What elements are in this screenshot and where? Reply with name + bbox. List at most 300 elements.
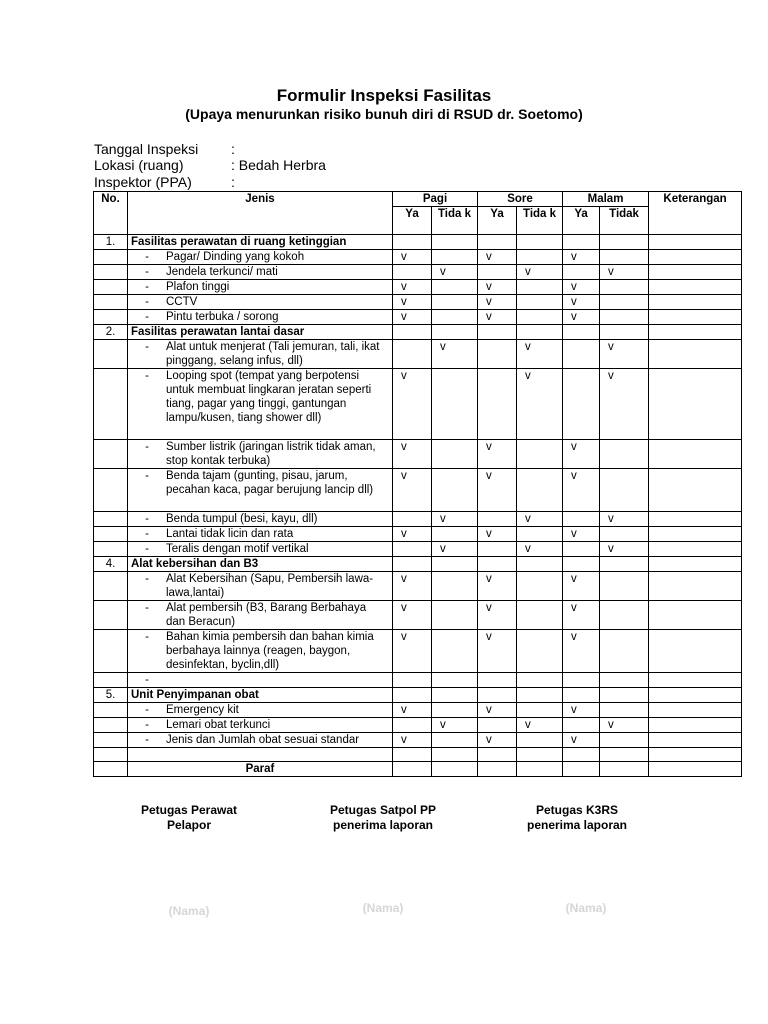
no-cell [94, 572, 128, 601]
item-dash: - [145, 674, 149, 686]
check-mark [478, 718, 517, 733]
check-mark [517, 440, 563, 469]
item-cell [128, 601, 393, 630]
check-mark: v [478, 280, 517, 295]
info-row-inspektor [94, 174, 235, 190]
empty-cell [649, 235, 742, 250]
keterangan-cell [649, 542, 742, 557]
check-mark: v [563, 601, 600, 630]
table-row [94, 440, 742, 469]
empty-cell [128, 748, 393, 762]
item-cell [128, 295, 393, 310]
check-mark: v [478, 733, 517, 748]
paraf-cell [649, 762, 742, 777]
item-cell [128, 280, 393, 295]
table-row [94, 369, 742, 440]
info-label: Tanggal Inspeksi [94, 141, 199, 157]
paraf-cell [478, 762, 517, 777]
check-mark [563, 673, 600, 688]
check-mark: v [563, 310, 600, 325]
section-number: 4. [94, 557, 128, 572]
check-mark [517, 527, 563, 542]
item-dash: - [145, 281, 149, 293]
check-mark: v [478, 527, 517, 542]
item-dash: - [145, 734, 149, 746]
empty-cell [563, 557, 600, 572]
header-tidak: Tida k [432, 207, 478, 235]
check-mark [432, 572, 478, 601]
item-label: Lantai tidak licin dan rata [166, 528, 294, 540]
check-mark: v [478, 440, 517, 469]
table-row [94, 295, 742, 310]
no-cell [94, 295, 128, 310]
empty-cell [432, 688, 478, 703]
check-mark: v [600, 369, 649, 440]
check-mark: v [563, 733, 600, 748]
empty-cell [393, 688, 432, 703]
no-cell [94, 733, 128, 748]
check-mark [432, 250, 478, 265]
item-label: Jendela terkunci/ mati [166, 266, 278, 278]
empty-cell [517, 557, 563, 572]
check-mark: v [478, 601, 517, 630]
check-mark: v [517, 369, 563, 440]
item-dash: - [145, 543, 149, 555]
check-mark: v [563, 250, 600, 265]
table-row [94, 527, 742, 542]
signature-name-k3rs: (Nama) [565, 901, 607, 915]
check-mark [393, 265, 432, 280]
empty-cell [563, 748, 600, 762]
item-dash: - [145, 266, 149, 278]
empty-cell [563, 688, 600, 703]
check-mark [432, 469, 478, 512]
item-cell [128, 673, 393, 688]
header-jenis: Jenis [128, 192, 393, 235]
info-row-lokasi [94, 157, 326, 173]
table-row [94, 250, 742, 265]
check-mark [563, 718, 600, 733]
check-mark: v [563, 630, 600, 673]
keterangan-cell [649, 295, 742, 310]
check-mark [432, 703, 478, 718]
item-label: CCTV [166, 296, 198, 308]
keterangan-cell [649, 601, 742, 630]
table-row [94, 310, 742, 325]
empty-cell [517, 325, 563, 340]
check-mark [517, 572, 563, 601]
table-body [94, 235, 742, 777]
keterangan-cell [649, 340, 742, 369]
item-cell [128, 440, 393, 469]
check-mark [600, 733, 649, 748]
empty-cell [563, 325, 600, 340]
table-row [94, 601, 742, 630]
item-cell [128, 265, 393, 280]
empty-cell [432, 557, 478, 572]
item-label: Teralis dengan motif vertikal [166, 543, 309, 555]
no-cell [94, 280, 128, 295]
check-mark: v [393, 469, 432, 512]
header-ya: Ya [563, 207, 600, 235]
empty-cell [478, 748, 517, 762]
keterangan-cell [649, 280, 742, 295]
check-mark [478, 673, 517, 688]
check-mark: v [478, 295, 517, 310]
check-mark [478, 512, 517, 527]
table-row [94, 718, 742, 733]
no-cell [94, 512, 128, 527]
table-row [94, 265, 742, 280]
table-row [94, 469, 742, 512]
paraf-cell [563, 762, 600, 777]
check-mark: v [393, 310, 432, 325]
check-mark: v [563, 572, 600, 601]
table-row [94, 512, 742, 527]
check-mark [393, 512, 432, 527]
check-mark [517, 601, 563, 630]
check-mark: v [563, 527, 600, 542]
item-label: Alat untuk menjerat (Tali jemuran, tali, ikat pinggang, selang infus, dll) [166, 341, 380, 367]
header-keterangan: Keterangan [649, 192, 742, 235]
check-mark [517, 673, 563, 688]
check-mark: v [600, 265, 649, 280]
no-cell [94, 630, 128, 673]
check-mark [432, 673, 478, 688]
check-mark: v [393, 295, 432, 310]
item-dash: - [145, 513, 149, 525]
empty-cell [600, 688, 649, 703]
check-mark [600, 527, 649, 542]
keterangan-cell [649, 630, 742, 673]
info-label: Inspektor (PPA) [94, 174, 192, 190]
header-malam: Malam [563, 192, 649, 207]
check-mark: v [600, 512, 649, 527]
check-mark: v [393, 280, 432, 295]
check-mark [432, 733, 478, 748]
check-mark: v [478, 250, 517, 265]
check-mark: v [432, 265, 478, 280]
table-row [94, 280, 742, 295]
check-mark [432, 310, 478, 325]
keterangan-cell [649, 310, 742, 325]
table-row [94, 572, 742, 601]
item-label [166, 673, 392, 687]
header-pagi: Pagi [393, 192, 478, 207]
item-dash: - [145, 370, 149, 382]
info-value: : [231, 174, 235, 190]
section-title: Alat kebersihan dan B3 [128, 557, 393, 572]
signature-block-perawat [114, 803, 264, 833]
item-cell [128, 340, 393, 369]
check-mark [393, 673, 432, 688]
check-mark: v [563, 280, 600, 295]
item-dash: - [145, 296, 149, 308]
empty-cell [649, 688, 742, 703]
check-mark [393, 340, 432, 369]
check-mark [600, 295, 649, 310]
check-mark: v [478, 630, 517, 673]
check-mark [563, 542, 600, 557]
empty-cell [393, 235, 432, 250]
item-label: Alat pembersih (B3, Barang Berbahaya dan Beracun) [166, 602, 367, 628]
section-number: 5. [94, 688, 128, 703]
no-cell [94, 718, 128, 733]
check-mark [563, 369, 600, 440]
check-mark: v [393, 703, 432, 718]
item-label: Jenis dan Jumlah obat sesuai standar [166, 734, 360, 746]
item-dash: - [145, 602, 149, 614]
empty-cell [649, 557, 742, 572]
no-cell [94, 265, 128, 280]
item-label: Lemari obat terkunci [166, 719, 271, 731]
check-mark [517, 630, 563, 673]
item-cell [128, 542, 393, 557]
check-mark [563, 512, 600, 527]
header-tidak: Tidak [600, 207, 649, 235]
item-dash: - [145, 719, 149, 731]
check-mark [517, 280, 563, 295]
signature-role-detail: penerima laporan [526, 818, 628, 832]
check-mark: v [432, 718, 478, 733]
item-cell [128, 572, 393, 601]
empty-cell [600, 235, 649, 250]
empty-cell [432, 235, 478, 250]
table-row [94, 733, 742, 748]
item-cell [128, 369, 393, 440]
inspection-table [93, 191, 742, 777]
check-mark [600, 250, 649, 265]
no-cell [94, 340, 128, 369]
info-row-tanggal [94, 141, 235, 157]
info-value: : [231, 141, 235, 157]
item-cell [128, 703, 393, 718]
empty-cell [393, 748, 432, 762]
check-mark [517, 295, 563, 310]
header-ya: Ya [478, 207, 517, 235]
check-mark: v [432, 340, 478, 369]
item-cell [128, 512, 393, 527]
section-row [94, 235, 742, 250]
item-dash: - [145, 704, 149, 716]
form-title: Formulir Inspeksi Fasilitas [276, 86, 492, 105]
keterangan-cell [649, 733, 742, 748]
empty-cell [517, 688, 563, 703]
signature-block-satpol [308, 803, 458, 833]
check-mark [563, 340, 600, 369]
signature-role-detail: Pelapor [166, 818, 211, 832]
check-mark [432, 295, 478, 310]
check-mark [600, 310, 649, 325]
check-mark: v [432, 542, 478, 557]
no-cell [94, 369, 128, 440]
check-mark: v [393, 630, 432, 673]
check-mark: v [393, 601, 432, 630]
header-sore: Sore [478, 192, 563, 207]
header-ya: Ya [393, 207, 432, 235]
keterangan-cell [649, 703, 742, 718]
item-dash: - [145, 470, 149, 482]
item-cell [128, 527, 393, 542]
check-mark [432, 630, 478, 673]
no-cell [94, 469, 128, 512]
check-mark [517, 469, 563, 512]
no-cell [94, 250, 128, 265]
item-dash: - [145, 631, 149, 643]
signature-name-perawat: (Nama) [168, 904, 210, 918]
blank-row [94, 748, 742, 762]
check-mark: v [478, 469, 517, 512]
check-mark: v [478, 310, 517, 325]
info-label: Lokasi (ruang) [94, 157, 184, 173]
check-mark [432, 369, 478, 440]
paraf-cell [432, 762, 478, 777]
no-cell [94, 601, 128, 630]
check-mark: v [393, 572, 432, 601]
no-cell [94, 542, 128, 557]
check-mark [393, 718, 432, 733]
check-mark [478, 542, 517, 557]
keterangan-cell [649, 265, 742, 280]
check-mark [478, 340, 517, 369]
empty-cell [478, 557, 517, 572]
item-dash: - [145, 311, 149, 323]
check-mark: v [393, 369, 432, 440]
check-mark [432, 280, 478, 295]
signature-block-k3rs [502, 803, 652, 833]
check-mark [478, 265, 517, 280]
table-row [94, 340, 742, 369]
item-label: Bahan kimia pembersih dan bahan kimia berbahaya lainnya (reagen, baygon, desinfektan, byclin,dll) [166, 631, 374, 671]
check-mark: v [393, 250, 432, 265]
item-label: Alat Kebersihan (Sapu, Pembersih lawa-lawa,lantai) [166, 573, 374, 599]
keterangan-cell [649, 369, 742, 440]
check-mark [600, 630, 649, 673]
check-mark [600, 440, 649, 469]
section-row [94, 557, 742, 572]
empty-cell [478, 325, 517, 340]
check-mark: v [517, 542, 563, 557]
form-subtitle: (Upaya menurunkan risiko bunuh diri di RSUD dr. Soetomo) [185, 106, 583, 122]
empty-cell [649, 325, 742, 340]
empty-cell [517, 235, 563, 250]
item-label: Sumber listrik (jaringan listrik tidak aman, stop kontak terbuka) [166, 441, 376, 467]
item-cell [128, 718, 393, 733]
check-mark: v [393, 733, 432, 748]
section-title: Unit Penyimpanan obat [128, 688, 393, 703]
keterangan-cell [649, 527, 742, 542]
keterangan-cell [649, 512, 742, 527]
check-mark [517, 310, 563, 325]
section-row [94, 325, 742, 340]
empty-cell [432, 325, 478, 340]
no-cell [94, 703, 128, 718]
paraf-cell [393, 762, 432, 777]
check-mark [393, 542, 432, 557]
empty-cell [393, 325, 432, 340]
item-dash: - [145, 251, 149, 263]
check-mark [432, 440, 478, 469]
empty-cell [94, 748, 128, 762]
item-label: Benda tumpul (besi, kayu, dll) [166, 513, 318, 525]
item-cell [128, 250, 393, 265]
check-mark: v [563, 440, 600, 469]
item-label: Pagar/ Dinding yang kokoh [166, 251, 305, 263]
item-dash: - [145, 441, 149, 453]
paraf-label: Paraf [128, 762, 393, 777]
section-number: 2. [94, 325, 128, 340]
empty-cell [478, 235, 517, 250]
item-dash: - [145, 573, 149, 585]
table-row [94, 630, 742, 673]
check-mark [517, 733, 563, 748]
check-mark [517, 703, 563, 718]
signature-role: Petugas Satpol PP [329, 803, 437, 817]
check-mark [600, 703, 649, 718]
check-mark: v [600, 340, 649, 369]
signature-name-satpol: (Nama) [362, 901, 404, 915]
empty-cell [600, 748, 649, 762]
check-mark [563, 265, 600, 280]
check-mark: v [517, 718, 563, 733]
section-row [94, 688, 742, 703]
check-mark [600, 469, 649, 512]
keterangan-cell [649, 469, 742, 512]
check-mark: v [600, 542, 649, 557]
section-title: Fasilitas perawatan di ruang ketinggian [128, 235, 393, 250]
item-label: Plafon tinggi [166, 281, 230, 293]
header-tidak: Tida k [517, 207, 563, 235]
item-label: Benda tajam (gunting, pisau, jarum, pecahan kaca, pagar berujung lancip dll) [166, 470, 374, 496]
item-label: Looping spot (tempat yang berpotensi untuk membuat lingkaran jeratan seperti tiang, pagar yang tinggi, gantungan lampu/kusen, tiang shower dll) [166, 370, 372, 424]
signature-role: Petugas K3RS [535, 803, 619, 817]
check-mark [600, 280, 649, 295]
paraf-cell [600, 762, 649, 777]
table-row [94, 673, 742, 688]
signature-role: Petugas Perawat [140, 803, 238, 817]
check-mark: v [393, 527, 432, 542]
item-cell [128, 469, 393, 512]
keterangan-cell [649, 440, 742, 469]
item-dash: - [145, 528, 149, 540]
item-dash: - [145, 341, 149, 353]
empty-cell [600, 325, 649, 340]
check-mark: v [600, 718, 649, 733]
check-mark [600, 572, 649, 601]
item-label: Emergency kit [166, 704, 239, 716]
check-mark: v [393, 440, 432, 469]
empty-cell [600, 557, 649, 572]
item-cell [128, 630, 393, 673]
paraf-cell [517, 762, 563, 777]
no-cell [94, 527, 128, 542]
keterangan-cell [649, 673, 742, 688]
check-mark: v [517, 512, 563, 527]
empty-cell [517, 748, 563, 762]
empty-cell [432, 748, 478, 762]
check-mark [432, 601, 478, 630]
section-title: Fasilitas perawatan lantai dasar [128, 325, 393, 340]
check-mark: v [563, 295, 600, 310]
check-mark [600, 601, 649, 630]
item-label: Pintu terbuka / sorong [166, 311, 279, 323]
check-mark: v [517, 265, 563, 280]
item-cell [128, 310, 393, 325]
table-row [94, 542, 742, 557]
check-mark [600, 673, 649, 688]
header-no: No. [94, 192, 128, 235]
check-mark: v [478, 703, 517, 718]
